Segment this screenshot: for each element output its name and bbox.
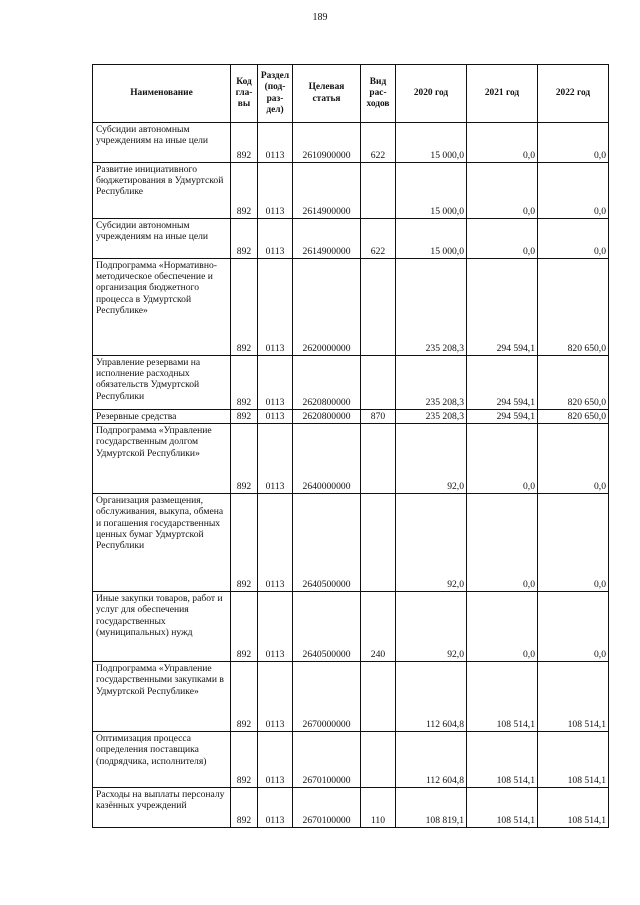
table-row [93,592,609,662]
row-name: Иные закупки товаров, работ и услуг для обеспечения государственных (муниципальных) нужд [93,592,231,662]
page-number: 189 [312,12,328,23]
row-expense-type [361,732,396,788]
row-value-2020: 15 000,0 [396,123,467,163]
row-value-2020: 15 000,0 [396,163,467,219]
row-name: Субсидии автономным учреждениям на иные цели [93,123,231,163]
row-name: Подпрограмма «Управление государственным долгом Удмуртской Республики» [93,424,231,494]
row-section: 0113 [258,732,293,788]
header-2020: 2020 год [396,65,467,123]
row-target-article: 2640500000 [293,592,361,662]
row-value-2021: 294 594,1 [467,410,538,424]
header-section: Раздел (под-раз-дел) [258,65,293,123]
row-chapter-code: 892 [231,259,258,356]
row-value-2020: 15 000,0 [396,219,467,259]
row-section: 0113 [258,424,293,494]
row-value-2021: 0,0 [467,494,538,592]
row-name: Субсидии автономным учреждениям на иные цели [93,219,231,259]
row-expense-type [361,259,396,356]
row-value-2020: 92,0 [396,424,467,494]
row-target-article: 2620800000 [293,410,361,424]
header-2021: 2021 год [467,65,538,123]
row-value-2020: 108 819,1 [396,788,467,828]
row-value-2022: 108 514,1 [538,788,609,828]
row-target-article: 2640500000 [293,494,361,592]
table-row [93,788,609,828]
row-value-2021: 294 594,1 [467,356,538,410]
row-target-article: 2614900000 [293,163,361,219]
row-name: Расходы на выплаты персоналу казённых учреждений [93,788,231,828]
row-section: 0113 [258,662,293,732]
row-value-2020: 235 208,3 [396,356,467,410]
row-expense-type [361,163,396,219]
row-expense-type: 622 [361,123,396,163]
row-value-2022: 0,0 [538,123,609,163]
budget-table [92,64,609,828]
row-value-2020: 235 208,3 [396,410,467,424]
row-expense-type: 240 [361,592,396,662]
table-body [93,123,609,828]
row-expense-type [361,494,396,592]
row-value-2021: 0,0 [467,123,538,163]
table-row [93,424,609,494]
row-expense-type [361,662,396,732]
row-value-2021: 0,0 [467,163,538,219]
row-name: Резервные средства [93,410,231,424]
table-row [93,259,609,356]
table-row [93,123,609,163]
row-target-article: 2670000000 [293,662,361,732]
table-row [93,662,609,732]
row-chapter-code: 892 [231,123,258,163]
row-name: Подпрограмма «Нормативно-методическое обеспечение и организация бюджетного процесса в Удмуртской Республике» [93,259,231,356]
row-value-2022: 0,0 [538,424,609,494]
row-value-2021: 294 594,1 [467,259,538,356]
row-target-article: 2670100000 [293,788,361,828]
row-chapter-code: 892 [231,592,258,662]
header-expense-type: Вид рас-ходов [361,65,396,123]
table-row [93,494,609,592]
row-chapter-code: 892 [231,356,258,410]
row-expense-type [361,356,396,410]
row-target-article: 2670100000 [293,732,361,788]
row-value-2021: 108 514,1 [467,662,538,732]
row-value-2020: 112 604,8 [396,732,467,788]
row-expense-type [361,424,396,494]
row-target-article: 2610900000 [293,123,361,163]
row-value-2020: 112 604,8 [396,662,467,732]
row-value-2022: 108 514,1 [538,732,609,788]
row-name: Оптимизация процесса определения поставщика (подрядчика, исполнителя) [93,732,231,788]
header-chapter-code: Код гла-вы [231,65,258,123]
table-row [93,356,609,410]
header-2022: 2022 год [538,65,609,123]
table-row [93,732,609,788]
table-row [93,163,609,219]
row-target-article: 2640000000 [293,424,361,494]
row-section: 0113 [258,163,293,219]
row-expense-type: 110 [361,788,396,828]
row-value-2020: 235 208,3 [396,259,467,356]
row-section: 0113 [258,123,293,163]
header-name: Наименование [93,65,231,123]
row-name: Развитие инициативного бюджетирования в Удмуртской Республике [93,163,231,219]
row-expense-type: 622 [361,219,396,259]
row-expense-type: 870 [361,410,396,424]
row-target-article: 2614900000 [293,219,361,259]
row-value-2021: 0,0 [467,219,538,259]
row-section: 0113 [258,494,293,592]
row-value-2022: 820 650,0 [538,410,609,424]
row-section: 0113 [258,788,293,828]
row-value-2022: 0,0 [538,163,609,219]
table-row [93,410,609,424]
row-value-2022: 0,0 [538,219,609,259]
row-chapter-code: 892 [231,424,258,494]
row-value-2021: 108 514,1 [467,788,538,828]
row-chapter-code: 892 [231,732,258,788]
row-value-2022: 820 650,0 [538,356,609,410]
row-name: Организация размещения, обслуживания, выкупа, обмена и погашения государственных ценных бумаг Удмуртской Республики [93,494,231,592]
row-section: 0113 [258,259,293,356]
row-target-article: 2620000000 [293,259,361,356]
row-chapter-code: 892 [231,410,258,424]
row-chapter-code: 892 [231,494,258,592]
row-value-2022: 108 514,1 [538,662,609,732]
row-name: Подпрограмма «Управление государственными закупками в Удмуртской Республике» [93,662,231,732]
row-value-2021: 108 514,1 [467,732,538,788]
row-section: 0113 [258,592,293,662]
table-row [93,219,609,259]
row-chapter-code: 892 [231,662,258,732]
row-value-2021: 0,0 [467,424,538,494]
row-chapter-code: 892 [231,163,258,219]
row-chapter-code: 892 [231,788,258,828]
row-value-2022: 0,0 [538,592,609,662]
row-value-2022: 820 650,0 [538,259,609,356]
row-value-2020: 92,0 [396,592,467,662]
table-header-row [93,65,609,123]
row-section: 0113 [258,356,293,410]
row-target-article: 2620800000 [293,356,361,410]
row-value-2021: 0,0 [467,592,538,662]
row-section: 0113 [258,410,293,424]
row-value-2022: 0,0 [538,494,609,592]
header-target-article: Целевая статья [293,65,361,123]
row-chapter-code: 892 [231,219,258,259]
row-value-2020: 92,0 [396,494,467,592]
row-name: Управление резервами на исполнение расходных обязательств Удмуртской Республики [93,356,231,410]
row-section: 0113 [258,219,293,259]
